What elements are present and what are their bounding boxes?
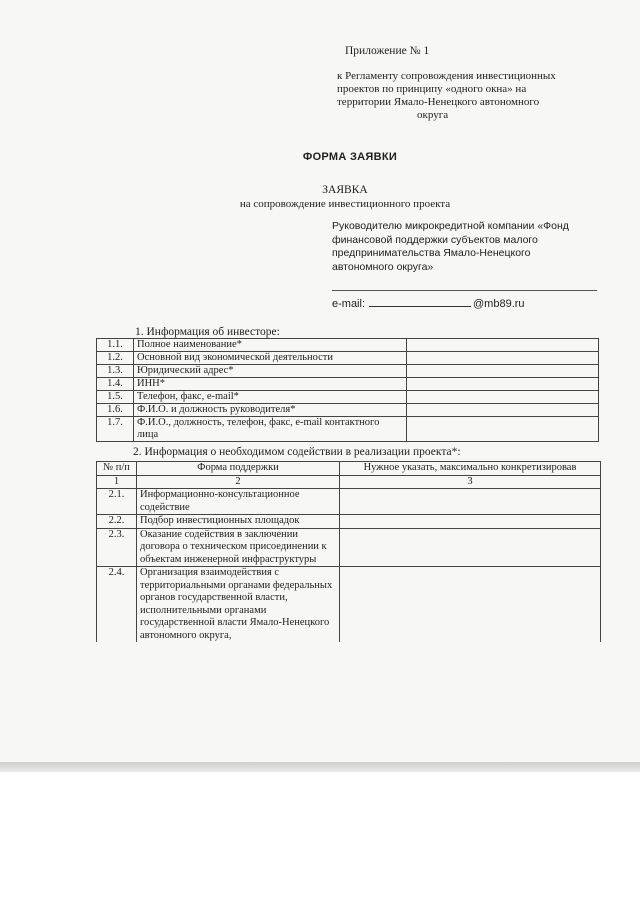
form-title: ФОРМА ЗАЯВКИ	[302, 151, 398, 163]
row-number: 2.3.	[97, 528, 137, 567]
addressee-line: предпринимательства Ямало-Ненецкого	[332, 247, 531, 259]
row-value-cell[interactable]	[407, 404, 599, 417]
application-title: ЗАЯВКА	[322, 184, 368, 196]
row-value-cell[interactable]	[407, 339, 599, 352]
column-number: 2	[137, 475, 340, 489]
row-number: 1.3.	[97, 365, 134, 378]
addressee-block	[332, 220, 607, 274]
row-label: Организация взаимодействия с территориальными органами федеральных органов государственной власти, исполнительными органами государственной власти Ямало-Ненецкого автономного округа,	[137, 567, 340, 643]
row-value-cell[interactable]	[407, 391, 599, 404]
email-row	[332, 295, 525, 310]
row-label: Основной вид экономической деятельности	[134, 352, 407, 365]
row-value-cell[interactable]	[340, 567, 601, 643]
column-header-details: Нужное указать, максимально конкретизировав	[340, 462, 601, 476]
table-row	[97, 404, 599, 417]
row-value-cell[interactable]	[340, 489, 601, 515]
email-blank-field[interactable]	[369, 295, 471, 307]
table-row	[97, 528, 601, 567]
table-row	[97, 339, 599, 352]
table-row	[97, 417, 599, 442]
row-number: 1.6.	[97, 404, 134, 417]
signature-line	[332, 290, 597, 291]
row-value-cell[interactable]	[407, 352, 599, 365]
row-label: Информационно-консультационное содействие	[137, 489, 340, 515]
email-label: e-mail:	[332, 298, 366, 310]
row-label: Ф.И.О., должность, телефон, факс, e-mail контактного лица	[134, 417, 407, 442]
table-row	[97, 391, 599, 404]
row-number: 2.2.	[97, 515, 137, 529]
support-form-table	[96, 461, 601, 642]
section1-title: 1. Информация об инвесторе:	[135, 326, 280, 338]
row-value-cell[interactable]	[407, 417, 599, 442]
table-row	[97, 567, 601, 643]
appendix-line: к Регламенту сопровождения инвестиционных	[337, 70, 556, 82]
scan-page-edge	[0, 762, 640, 772]
column-header-number: № п/п	[97, 462, 137, 476]
appendix-line: проектов по принципу «одного окна» на	[337, 83, 527, 95]
row-number: 1.7.	[97, 417, 134, 442]
row-label: ИНН*	[134, 378, 407, 391]
row-label: Оказание содействия в заключении договора о техническом присоединении к объектам инженерной инфраструктуры	[137, 528, 340, 567]
table-row	[97, 515, 601, 529]
addressee-line: автономного округа»	[332, 260, 434, 273]
column-number-row	[97, 475, 601, 489]
row-number: 2.1.	[97, 489, 137, 515]
table-row	[97, 489, 601, 515]
row-label: Ф.И.О. и должность руководителя*	[134, 404, 407, 417]
addressee-line: финансовой поддержки субъектов малого	[332, 233, 538, 246]
row-number: 1.2.	[97, 352, 134, 365]
investor-info-table	[96, 338, 599, 442]
row-value-cell[interactable]	[407, 378, 599, 391]
table-row	[97, 365, 599, 378]
column-number: 3	[340, 475, 601, 489]
row-value-cell[interactable]	[340, 515, 601, 529]
column-header-support-form: Форма поддержки	[137, 462, 340, 476]
table-row	[97, 352, 599, 365]
section2-title: 2. Информация о необходимом содействии в реализации проекта*:	[133, 446, 461, 458]
row-label: Полное наименование*	[134, 339, 407, 352]
application-subtitle: на сопровождение инвестиционного проекта	[239, 198, 451, 210]
appendix-line: округа	[417, 109, 449, 121]
appendix-reference	[337, 70, 597, 122]
addressee-line: Руководителю микрокредитной компании «Фонд	[332, 220, 569, 232]
email-domain: @mb89.ru	[473, 298, 525, 310]
table-header-row	[97, 462, 601, 476]
row-label: Юридический адрес*	[134, 365, 407, 378]
row-number: 1.5.	[97, 391, 134, 404]
row-value-cell[interactable]	[340, 528, 601, 567]
table-row	[97, 378, 599, 391]
row-label: Подбор инвестиционных площадок	[137, 515, 340, 529]
row-number: 1.1.	[97, 339, 134, 352]
row-number: 2.4.	[97, 567, 137, 643]
column-number: 1	[97, 475, 137, 489]
row-number: 1.4.	[97, 378, 134, 391]
row-label: Телефон, факс, e-mail*	[134, 391, 407, 404]
row-value-cell[interactable]	[407, 365, 599, 378]
appendix-line: территории Ямало-Ненецкого автономного	[337, 96, 540, 108]
appendix-title: Приложение № 1	[345, 45, 430, 57]
